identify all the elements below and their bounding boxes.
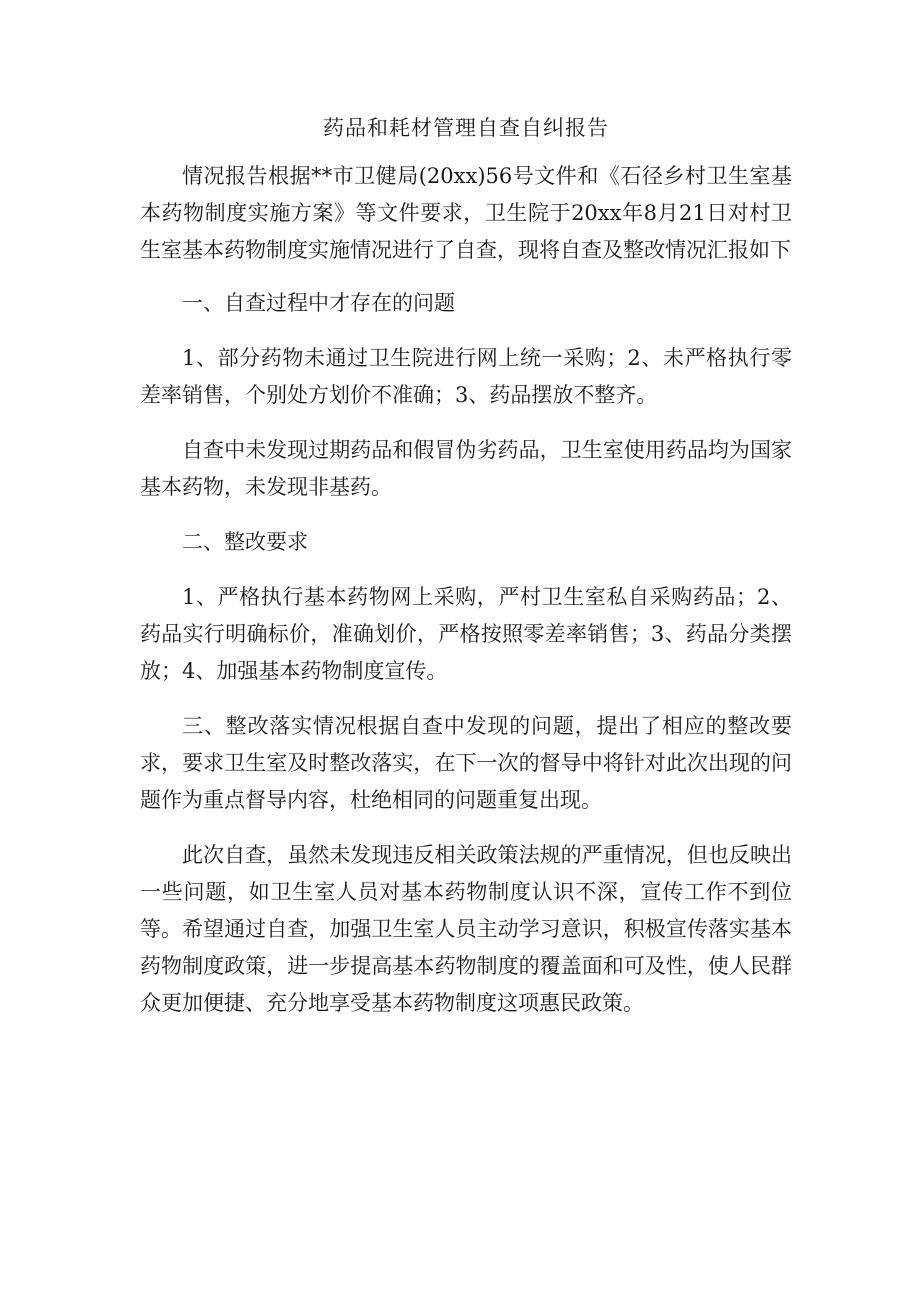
document-title: 药品和耗材管理自查自纠报告 — [323, 116, 609, 140]
heading-self-check-issues: 一、自查过程中才存在的问题 — [182, 291, 455, 315]
document-body — [140, 108, 792, 1040]
heading-rectification-requirements: 二、整改要求 — [182, 530, 308, 554]
paragraph-issues-list: 1、部分药物未通过卫生院进行网上统一采购；2、未严格执行零差率销售，个别处方划价不准确；3、药品摆放不整齐。 — [140, 346, 792, 407]
paragraph-requirements-list: 1、严格执行基本药物网上采购，严村卫生室私自采购药品；2、药品实行明确标价，准确划价，严格按照零差率销售；3、药品分类摆放；4、加强基本药物制度宣传。 — [140, 585, 792, 683]
paragraph-no-expired-drugs: 自查中未发现过期药品和假冒伪劣药品，卫生室使用药品均为国家基本药物，未发现非基药。 — [140, 438, 792, 499]
paragraph-conclusion: 此次自查，虽然未发现违反相关政策法规的严重情况，但也反映出一些问题，如卫生室人员对基本药物制度认识不深，宣传工作不到位等。希望通过自查，加强卫生室人员主动学习意识，积极宣传落实基本药物制度政策，进一步提高基本药物制度的覆盖面和可及性，使人民群众更加便捷、充分地享受基本药物制度这项惠民政策。 — [140, 843, 792, 1015]
paragraph-intro: 情况报告根据**市卫健局(20xx)56号文件和《石径乡村卫生室基本药物制度实施方案》等文件要求，卫生院于20xx年8月21日对村卫生室基本药物制度实施情况进行了自查，现将自查及整改情况汇报如下 — [140, 164, 792, 262]
paragraph-implementation: 三、整改落实情况根据自查中发现的问题，提出了相应的整改要求，要求卫生室及时整改落实，在下一次的督导中将针对此次出现的问题作为重点督导内容，杜绝相同的问题重复出现。 — [140, 714, 792, 812]
